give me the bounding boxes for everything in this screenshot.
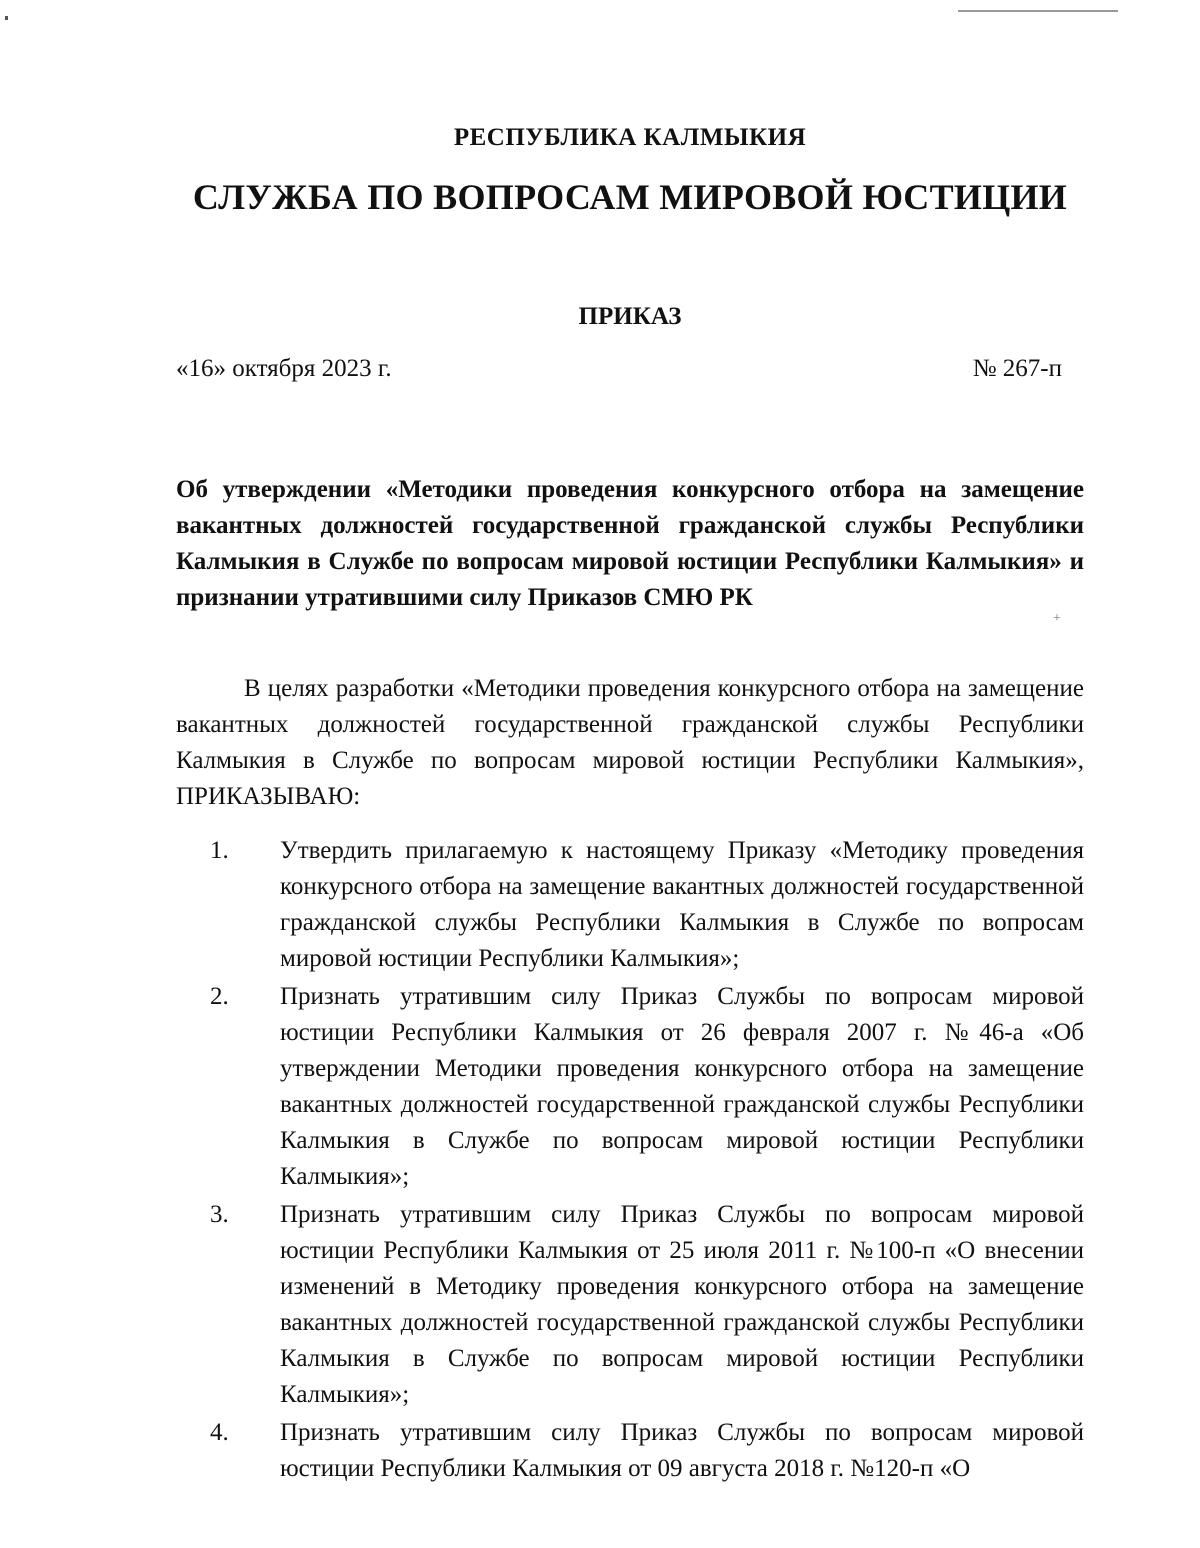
list-item-number: 4. [210,1419,229,1446]
list-item-text: Признать утратившим силу Приказ Службы по вопросам мировой юстиции Республики Калмыкия от 25 июля 2011 г. №100-п «О внесении изменений в Методику проведения конкурсного отбора на замещение вакантных должностей государственной гражданской службы Республики Калмыкия в Службе по вопросам мировой юстиции Республики Калмыкия»; [280,1201,1084,1408]
list-item [176,833,1084,977]
scan-artifact-plus: + [1053,611,1061,626]
order-number: № 267-п [972,355,1062,382]
list-item [176,1415,1084,1487]
list-item [176,1197,1084,1413]
order-preamble: В целях разработки «Методики проведения конкурсного отбора на замещение вакантных должностей государственной гражданской службы Республики Калмыкия в Службе по вопросам мировой юстиции Республики Калмыкия», ПРИКАЗЫВАЮ: [176,675,1084,810]
list-item-number: 3. [210,1201,229,1228]
order-items-list [176,833,1084,1489]
republic-heading: РЕСПУБЛИКА КАЛМЫКИЯ [453,124,807,151]
scan-artifact-dot [5,16,8,20]
document-type-title: ПРИКАЗ [578,303,682,330]
service-heading: СЛУЖБА ПО ВОПРОСАМ МИРОВОЙ ЮСТИЦИИ [192,177,1068,217]
scan-artifact-line [958,10,1118,12]
list-item-number: 1. [210,837,229,864]
list-item-text: Признать утратившим силу Приказ Службы по вопросам мировой юстиции Республики Калмыкия от 09 августа 2018 г. №120-п «О [280,1419,1084,1482]
order-subject: Об утверждении «Методики проведения конкурсного отбора на замещение вакантных должностей государственной гражданской службы Республики Калмыкия в Службе по вопросам мировой юстиции Республики Калмыкия» и признании утратившими силу Приказов СМЮ РК [176,476,1084,611]
list-item-text: Признать утратившим силу Приказ Службы по вопросам мировой юстиции Республики Калмыкия от 26 февраля 2007 г. №46-а «Об утверждении Методики проведения конкурсного отбора на замещение вакантных должностей государственной гражданской службы Республики Калмыкия в Службе по вопросам мировой юстиции Республики Калмыкия»; [280,983,1084,1190]
list-item-text: Утвердить прилагаемую к настоящему Приказу «Методику проведения конкурсного отбора на замещение вакантных должностей государственной гражданской службы Республики Калмыкия в Службе по вопросам мировой юстиции Республики Калмыкия»; [280,837,1084,972]
list-item [176,979,1084,1195]
list-item-number: 2. [210,983,229,1010]
order-date: «16» октября 2023 г. [176,355,392,382]
